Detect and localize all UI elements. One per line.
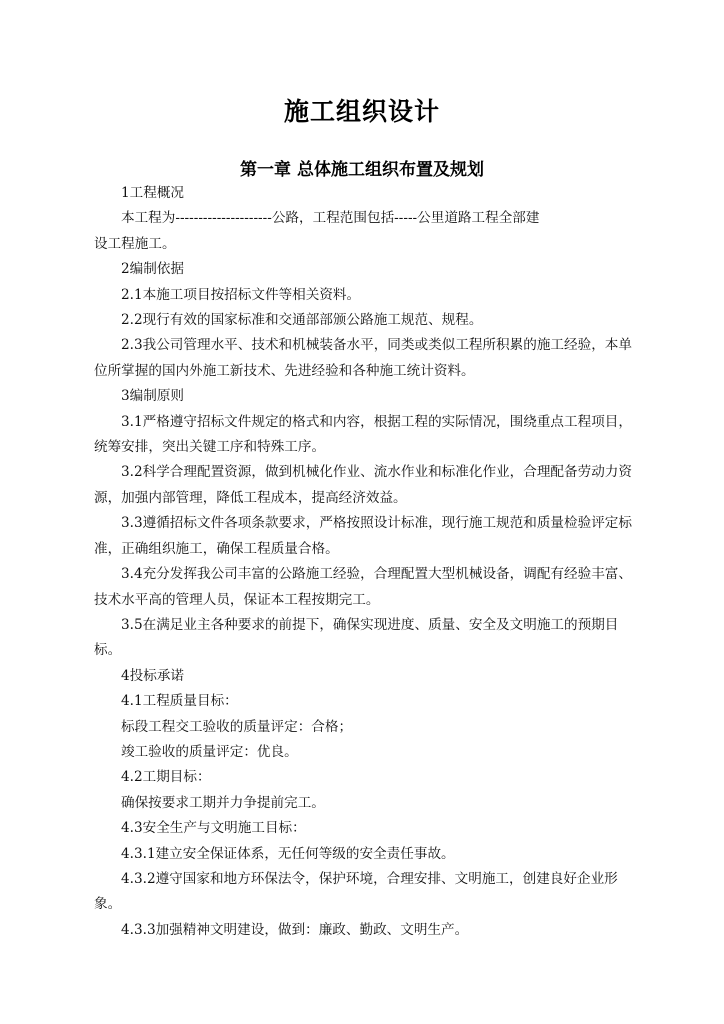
paragraph: 2.2现行有效的国家标准和交通部部颁公路施工规范、规程。	[121, 312, 483, 329]
page-title: 施工组织设计	[283, 97, 440, 126]
paragraph: 3.4充分发挥我公司丰富的公路施工经验，合理配置大型机械设备，调配有经验丰富、技术水平高的管理人员，保证本工程按期完工。	[94, 566, 632, 608]
paragraph: 竣工验收的质量评定：优良。	[121, 743, 298, 760]
paragraph: 4.3.3加强精神文明建设，做到：廉政、勤政、文明生产。	[121, 921, 469, 938]
paragraph: 4.2工期目标：	[121, 769, 211, 786]
paragraph: 4投标承诺	[121, 667, 185, 684]
paragraph: 标段工程交工验收的质量评定：合格；	[121, 718, 353, 735]
document-body	[94, 181, 642, 943]
chapter-title: 第一章 总体施工组织布置及规划	[240, 160, 484, 180]
paragraph: 3.3遵循招标文件各项条款要求，严格按照设计标准，现行施工规范和质量检验评定标准，正确组织施工，确保工程质量合格。	[94, 515, 632, 557]
paragraph: 确保按要求工期并力争提前完工。	[121, 794, 325, 811]
paragraph: 本工程为---------------------公路，工程范围包括-----公里道路工程全部建	[121, 210, 540, 227]
paragraph: 3编制原则	[121, 388, 185, 405]
paragraph: 3.5在满足业主各种要求的前提下，确保实现进度、质量、安全及文明施工的预期目标。	[94, 616, 619, 659]
paragraph: 3.1严格遵守招标文件规定的格式和内容，根据工程的实际情况，围绕重点工程项目，统筹安排，突出关键工序和特殊工序。	[94, 413, 632, 456]
paragraph: 2.3我公司管理水平、技术和机械装备水平，同类或类似工程所积累的施工经验，本单位所掌握的国内外施工新技术、先进经验和各种施工统计资料。	[94, 337, 632, 379]
paragraph: 3.2科学合理配置资源，做到机械化作业、流水作业和标准化作业，合理配备劳动力资源，加强内部管理，降低工程成本，提高经济效益。	[94, 464, 632, 506]
paragraph: 4.1工程质量目标：	[121, 693, 238, 710]
paragraph: 4.3安全生产与文明施工目标：	[121, 820, 306, 837]
paragraph: 4.3.2遵守国家和地方环保法令，保护环境，合理安排、文明施工，创建良好企业形象。	[94, 870, 618, 913]
paragraph: 2编制依据	[121, 261, 185, 278]
paragraph: 4.3.1建立安全保证体系，无任何等级的安全责任事故。	[121, 845, 455, 862]
paragraph: 1工程概况	[121, 185, 185, 201]
paragraph: 设工程施工。	[94, 235, 176, 252]
paragraph: 2.1本施工项目按招标文件等相关资料。	[121, 286, 361, 303]
